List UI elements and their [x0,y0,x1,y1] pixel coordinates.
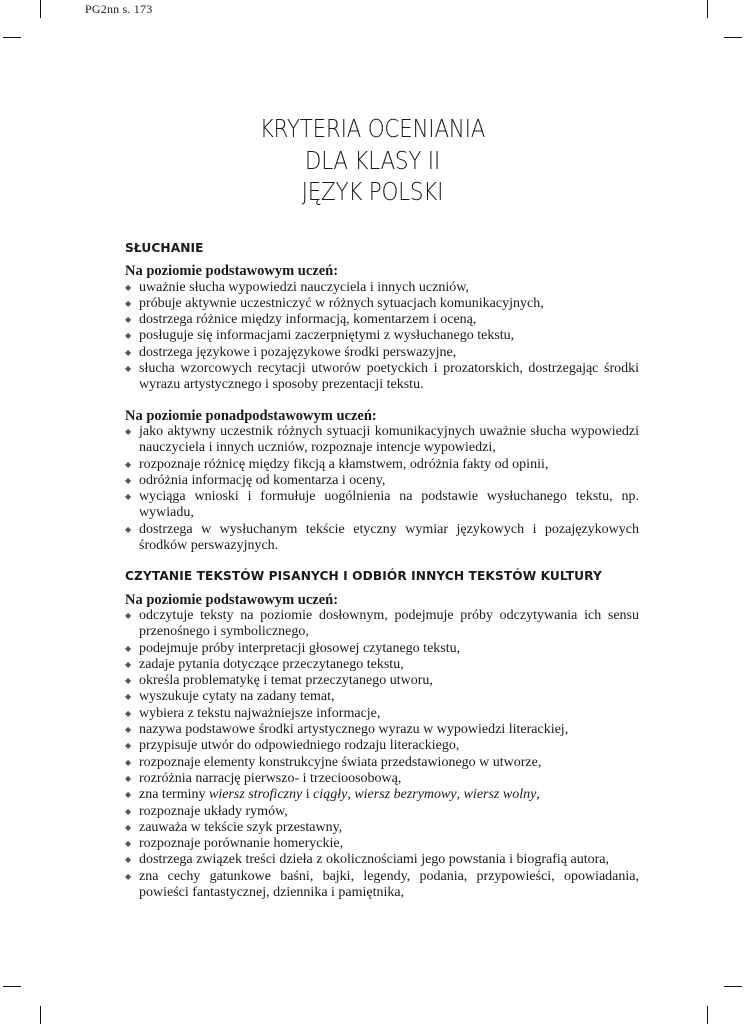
list-item: ◆ podejmuje próby interpretacji głosowej czytanego tekstu, [125,641,639,657]
criteria-group [125,263,639,393]
title-line: KRYTERIA OCENIANIA [259,114,486,143]
list-item: ◆ rozpoznaje porównanie homeryckie, [125,836,639,852]
crop-mark [3,37,21,38]
list-item: ◆ odróżnia informację od komentarza i oceny, [125,473,639,489]
list-item: ◆ rozpoznaje elementy konstrukcyjne świata przedstawionego w utworze, [125,755,639,771]
list-item: ◆ słucha wzorcowych recytacji utworów poetyckich i prozatorskich, dostrzegając środki wyrazu artystycznego i sposoby prezentacji tekstu. [125,361,639,394]
criteria-group [125,592,639,902]
list-item: ◆ określa problematykę i temat przeczytanego utworu, [125,673,639,689]
crop-mark [40,0,41,18]
crop-mark [3,986,21,987]
list-item: ◆ rozróżnia narrację pierwszo- i trzecioosobową, [125,771,639,787]
criteria-group [125,408,639,555]
criteria-list [125,280,639,394]
list-item: ◆ wyszukuje cytaty na zadany temat, [125,689,639,705]
page-reference: PG2nn s. 173 [85,2,153,16]
page-title [52,113,693,208]
list-item: ◆ rozpoznaje różnicę między fikcją a kłamstwem, odróżnia fakty od opinii, [125,457,639,473]
level-label: Na poziomie podstawowym uczeń: [125,263,339,280]
title-line: JĘZYK POLSKI [301,177,444,206]
list-item: ◆ posługuje się informacjami zaczerpniętymi z wysłuchanego tekstu, [125,328,639,344]
level-label: Na poziomie podstawowym uczeń: [125,591,339,608]
criteria-list [125,424,639,554]
crop-mark [724,37,742,38]
list-item: ◆ dostrzega różnice między informacją, komentarzem i oceną, [125,312,639,328]
list-item: ◆ zauważa w tekście szyk przestawny, [125,820,639,836]
list-item: ◆ zna terminy wiersz stroficzny i ciągły, wiersz bezrymowy, wiersz wolny, [125,787,639,803]
section [125,240,639,554]
crop-mark [40,1006,41,1024]
list-item: ◆ zadaje pytania dotyczące przeczytanego tekstu, [125,657,639,673]
list-item: ◆ nazywa podstawowe środki artystycznego wyrazu w wypowiedzi literackiej, [125,722,639,738]
list-item: ◆ odczytuje teksty na poziomie dosłownym, podejmuje próby odczytywania ich sensu przenośnego i symbolicznego, [125,608,639,641]
list-item: ◆ przypisuje utwór do odpowiedniego rodzaju literackiego, [125,738,639,754]
section-heading: SŁUCHANIE [125,241,204,255]
list-item: ◆ uważnie słucha wypowiedzi nauczyciela i innych uczniów, [125,280,639,296]
section [125,568,639,901]
list-item: ◆ próbuje aktywnie uczestniczyć w różnych sytuacjach komunikacyjnych, [125,296,639,312]
crop-mark [707,1006,708,1024]
list-item: ◆ dostrzega językowe i pozajęzykowe środki perswazyjne, [125,345,639,361]
title-line: DLA KLASY II [304,145,440,175]
document-body [125,240,639,915]
list-item: ◆ dostrzega związek treści dzieła z okolicznościami jego powstania i biografią autora, [125,852,639,868]
list-item: ◆ wybiera z tekstu najważniejsze informacje, [125,706,639,722]
crop-mark [707,0,708,18]
list-item: ◆ zna cechy gatunkowe baśni, bajki, legendy, podania, przypowieści, opowiadania, powieści fantastycznej, dziennika i pamiętnika, [125,869,639,902]
criteria-list [125,608,639,901]
list-item: ◆ wyciąga wnioski i formułuje uogólnienia na podstawie wysłuchanego tekstu, np. wywiadu, [125,489,639,522]
list-item: ◆ dostrzega w wysłuchanym tekście etyczny wymiar językowych i pozajęzykowych środków perswazyjnych. [125,522,639,555]
list-item: ◆ jako aktywny uczestnik różnych sytuacji komunikacyjnych uważnie słucha wypowiedzi nauczyciela i innych uczniów, rozpoznaje intencje wypowiedzi, [125,424,639,457]
list-item: ◆ rozpoznaje układy rymów, [125,804,639,820]
level-label: Na poziomie ponadpodstawowym uczeń: [125,407,377,424]
crop-mark [724,986,742,987]
section-heading: CZYTANIE TEKSTÓW PISANYCH I ODBIÓR INNYCH TEKSTÓW KULTURY [125,569,602,584]
